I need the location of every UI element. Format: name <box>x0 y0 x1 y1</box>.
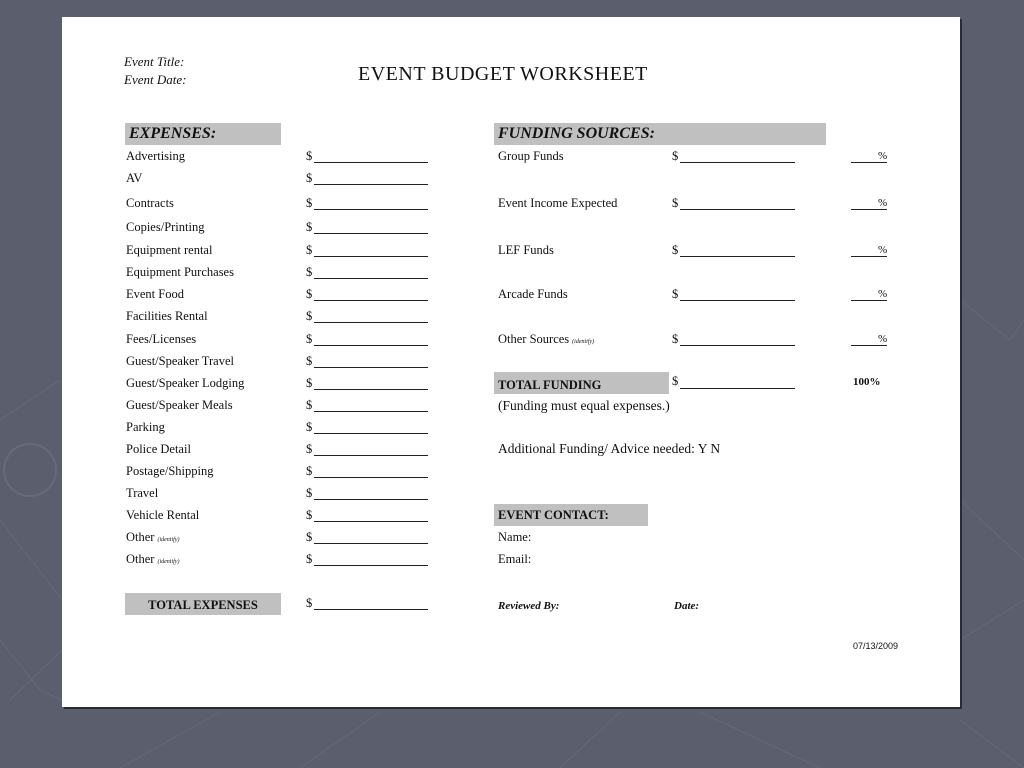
funding-currency: $ <box>672 149 679 163</box>
expense-currency: $ <box>306 398 313 412</box>
expense-currency: $ <box>306 552 313 566</box>
funding-sources-header: FUNDING SOURCES: <box>494 123 826 145</box>
expense-item-text: Advertising <box>126 149 186 163</box>
funding-amount-field[interactable] <box>680 162 795 163</box>
expense-item-label <box>126 287 184 302</box>
funding-item-label <box>498 196 617 211</box>
expense-currency: $ <box>306 196 313 210</box>
expense-item-label <box>126 420 165 435</box>
funding-item-text: Group Funds <box>498 149 564 163</box>
expense-amount-field[interactable] <box>314 477 428 478</box>
expense-item-text: Fees/Licenses <box>126 332 197 346</box>
funding-currency: $ <box>672 332 679 346</box>
expense-item-text: Guest/Speaker Lodging <box>126 376 245 390</box>
funding-amount-field[interactable] <box>680 300 795 301</box>
expense-amount-field[interactable] <box>314 278 428 279</box>
funding-item-label <box>498 243 554 258</box>
total-funding-currency: $ <box>672 374 679 388</box>
funding-item-label <box>498 287 568 302</box>
funding-percent-field[interactable] <box>851 300 887 301</box>
expense-amount-field[interactable] <box>314 322 428 323</box>
percent-sign: % <box>878 197 888 209</box>
expense-item-text: Equipment Purchases <box>126 265 234 279</box>
expense-item-text: Other <box>126 552 155 566</box>
expense-item-label <box>126 398 233 413</box>
expense-amount-field[interactable] <box>314 499 428 500</box>
expense-amount-field[interactable] <box>314 233 428 234</box>
event-title-label: Event Title: <box>124 54 185 69</box>
funding-currency: $ <box>672 196 679 210</box>
expense-currency: $ <box>306 309 313 323</box>
funding-percent-field[interactable] <box>851 209 887 210</box>
percent-sign: % <box>878 333 888 345</box>
expense-amount-field[interactable] <box>314 521 428 522</box>
expense-currency: $ <box>306 442 313 456</box>
identify-note: (identify) <box>157 559 180 565</box>
expense-item-label <box>126 196 174 211</box>
expenses-header: EXPENSES: <box>125 123 281 145</box>
funding-percent-field[interactable] <box>851 162 887 163</box>
expense-item-text: Guest/Speaker Meals <box>126 398 233 412</box>
print-date: 07/13/2009 <box>853 641 899 651</box>
expense-item-label <box>126 552 179 567</box>
funding-item-text: Other Sources <box>498 332 570 346</box>
contact-name-label: Name: <box>498 530 532 544</box>
expense-item-label <box>126 508 199 523</box>
expense-item-text: AV <box>126 171 143 185</box>
expense-currency: $ <box>306 376 313 390</box>
expense-currency: $ <box>306 486 313 500</box>
expense-currency: $ <box>306 354 313 368</box>
total-expenses-label: TOTAL EXPENSES <box>148 598 258 612</box>
expense-item-text: Parking <box>126 420 165 434</box>
funding-currency: $ <box>672 243 679 257</box>
funding-percent-field[interactable] <box>851 345 887 346</box>
reviewed-by-label: Reviewed By: <box>498 600 560 612</box>
identify-note: (identify) <box>572 339 595 345</box>
expense-currency: $ <box>306 508 313 522</box>
funding-item-text: Event Income Expected <box>498 196 618 210</box>
expense-currency: $ <box>306 220 313 234</box>
expense-amount-field[interactable] <box>314 411 428 412</box>
review-date-label: Date: <box>674 600 700 612</box>
expense-item-text: Contracts <box>126 196 174 210</box>
expense-item-label <box>126 332 196 347</box>
expense-amount-field[interactable] <box>314 300 428 301</box>
event-date-label: Event Date: <box>124 72 187 87</box>
expense-item-label <box>126 464 214 479</box>
expense-item-text: Facilities Rental <box>126 309 208 323</box>
expense-item-text: Equipment rental <box>126 243 213 257</box>
total-expenses-field[interactable] <box>314 609 428 610</box>
expense-item-label <box>126 220 204 235</box>
expense-amount-field[interactable] <box>314 209 428 210</box>
percent-sign: % <box>878 244 888 256</box>
expense-amount-field[interactable] <box>314 256 428 257</box>
expense-amount-field[interactable] <box>314 389 428 390</box>
total-funding-label: TOTAL FUNDING <box>494 372 669 394</box>
expense-item-label <box>126 309 208 324</box>
percent-sign: % <box>878 288 888 300</box>
total-funding-percent: 100% <box>853 376 881 388</box>
expense-currency: $ <box>306 287 313 301</box>
expense-currency: $ <box>306 265 313 279</box>
funding-amount-field[interactable] <box>680 209 795 210</box>
expense-item-text: Vehicle Rental <box>126 508 200 522</box>
total-expenses-currency: $ <box>306 596 313 610</box>
expense-item-text: Other <box>126 530 155 544</box>
expense-currency: $ <box>306 420 313 434</box>
worksheet-page <box>62 17 960 707</box>
expense-item-label <box>126 149 185 164</box>
funding-item-text: LEF Funds <box>498 243 554 257</box>
expense-item-label <box>126 354 234 369</box>
expense-item-label <box>126 442 191 457</box>
expense-amount-field[interactable] <box>314 433 428 434</box>
expense-currency: $ <box>306 530 313 544</box>
expense-currency: $ <box>306 464 313 478</box>
funding-note: (Funding must equal expenses.) <box>498 398 670 413</box>
expense-item-label <box>126 171 142 186</box>
expense-currency: $ <box>306 243 313 257</box>
expense-item-text: Police Detail <box>126 442 191 456</box>
percent-sign: % <box>878 150 888 162</box>
expense-amount-field[interactable] <box>314 162 428 163</box>
page-title: EVENT BUDGET WORKSHEET <box>358 63 648 85</box>
funding-currency: $ <box>672 287 679 301</box>
event-contact-header: EVENT CONTACT: <box>494 504 648 526</box>
expense-amount-field[interactable] <box>314 543 428 544</box>
additional-funding-question[interactable]: Additional Funding/ Advice needed: Y N <box>498 441 721 456</box>
expense-currency: $ <box>306 171 313 185</box>
funding-amount-field[interactable] <box>680 345 795 346</box>
expense-amount-field[interactable] <box>314 455 428 456</box>
expense-amount-field[interactable] <box>314 367 428 368</box>
expense-currency: $ <box>306 149 313 163</box>
identify-note: (identify) <box>157 537 180 543</box>
expense-item-text: Copies/Printing <box>126 220 205 234</box>
funding-percent-field[interactable] <box>851 256 887 257</box>
expense-item-label <box>126 243 212 258</box>
expense-amount-field[interactable] <box>314 184 428 185</box>
expense-item-label <box>126 530 179 545</box>
expense-amount-field[interactable] <box>314 565 428 566</box>
expense-item-label <box>126 376 244 391</box>
expense-item-text: Guest/Speaker Travel <box>126 354 234 368</box>
funding-item-text: Arcade Funds <box>498 287 568 301</box>
expense-item-text: Travel <box>126 486 159 500</box>
funding-item-label <box>498 149 564 164</box>
total-funding-field[interactable] <box>680 388 795 389</box>
expense-item-text: Event Food <box>126 287 184 301</box>
expense-currency: $ <box>306 332 313 346</box>
contact-email-label: Email: <box>498 552 532 566</box>
expense-item-label <box>126 486 158 501</box>
expense-item-label <box>126 265 234 280</box>
expense-item-text: Postage/Shipping <box>126 464 214 478</box>
funding-item-label <box>498 332 594 347</box>
expense-amount-field[interactable] <box>314 345 428 346</box>
funding-amount-field[interactable] <box>680 256 795 257</box>
